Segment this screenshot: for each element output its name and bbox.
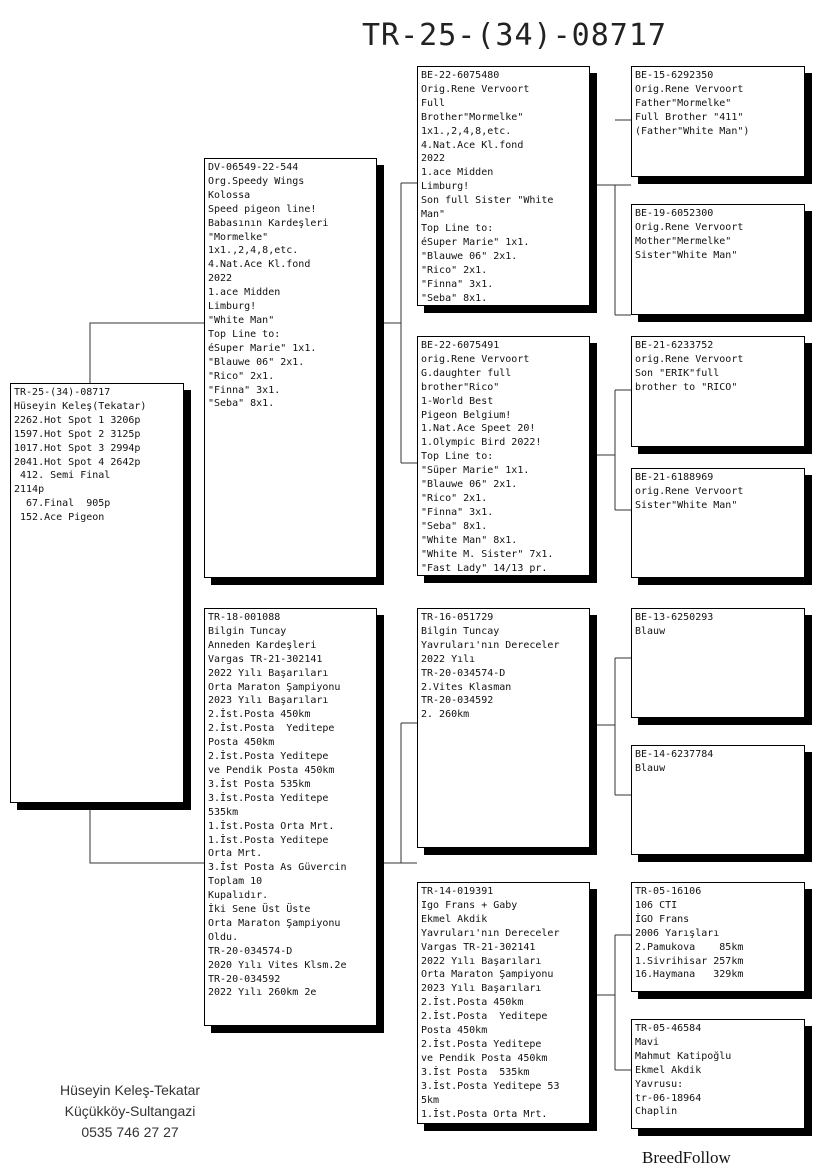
connector-ss-parents xyxy=(590,120,631,315)
info-line: Posta 450km xyxy=(208,737,275,749)
info-line: Top Line to: xyxy=(421,451,494,463)
info-line: 2022 xyxy=(208,273,233,285)
ring-number: BE-21-6188969 xyxy=(635,472,714,483)
pedigree-box-dam-dam xyxy=(417,882,590,1124)
ring-number: BE-21-6233752 xyxy=(635,340,714,351)
info-line: Kolossa xyxy=(208,189,251,201)
info-line: "White Man" xyxy=(208,314,275,326)
ring-number: BE-22-6075491 xyxy=(421,340,500,351)
info-line: 2.İst.Posta 450km xyxy=(421,997,524,1009)
info-line: Kupalıdır. xyxy=(208,890,269,902)
info-line: 1x1.,2,4,8,etc. xyxy=(421,125,512,137)
breeder-location: Küçükköy-Sultangazi xyxy=(64,1103,196,1119)
info-line: 2.İst.Posta Yeditepe xyxy=(421,1038,542,1050)
info-line: 3.İst.Posta Yeditepe xyxy=(208,792,329,804)
info-line: G.daughter full xyxy=(421,367,512,379)
info-line: "Rico" 2x1. xyxy=(421,264,488,276)
info-line: Vargas TR-21-302141 xyxy=(421,941,536,953)
info-line: tr-06-18964 xyxy=(635,1092,702,1104)
info-line: Igo Frans + Gaby xyxy=(421,899,518,911)
info-line: (Father"White Man") xyxy=(635,125,750,137)
info-line: Org.Speedy Wings xyxy=(208,175,305,187)
info-line: 1.İst.Posta Orta Mrt. xyxy=(421,1108,548,1120)
info-line: Hüseyin Keleş(Tekatar) xyxy=(14,400,147,412)
info-line: Orta Maraton Şampiyonu xyxy=(421,969,554,981)
info-line: 2020 Yılı Vites Klsm.2e xyxy=(208,959,347,971)
ring-number: DV-06549-22-544 xyxy=(208,162,299,173)
info-line: 106 CTI xyxy=(635,899,678,911)
info-line: "White M. Sister" 7x1. xyxy=(421,548,554,560)
info-line: Ekmel Akdik xyxy=(421,913,488,925)
info-line: Vargas TR-21-302141 xyxy=(208,653,323,665)
info-line: 2022 Yılı xyxy=(421,653,476,665)
info-line: Top Line to: xyxy=(208,328,281,340)
info-line: 1.İst.Posta Yeditepe xyxy=(208,834,329,846)
info-line: 2.İst.Posta Yeditepe xyxy=(421,1011,548,1023)
info-line: Limburg! xyxy=(208,301,257,313)
pedigree-title: TR-25-(34)-08717 xyxy=(362,18,667,53)
info-line: "Fast Lady" 14/13 pr. xyxy=(421,562,548,574)
connector-ds-parents xyxy=(590,658,631,795)
ring-number: BE-19-6052300 xyxy=(635,208,714,219)
info-line: "Mormelke" xyxy=(208,231,269,243)
pedigree-box-gen3-7 xyxy=(631,882,805,992)
info-line: 4.Nat.Ace Kl.fond xyxy=(208,259,311,271)
ring-number: BE-14-6237784 xyxy=(635,749,714,760)
breeder-contact xyxy=(30,1080,230,1143)
pedigree-box-gen3-8 xyxy=(631,1019,805,1129)
info-line: TR-20-034592 xyxy=(421,695,494,707)
pedigree-box-dam-sire xyxy=(417,608,590,848)
info-line: éSuper Marie" 1x1. xyxy=(208,342,317,354)
ring-number: BE-15-6292350 xyxy=(635,70,714,81)
info-line: 1x1.,2,4,8,etc. xyxy=(208,245,299,257)
info-line: Mother"Mermelke" xyxy=(635,235,732,247)
ring-number: BE-13-6250293 xyxy=(635,612,714,623)
info-line: Limburg! xyxy=(421,181,470,193)
info-line: 2114p xyxy=(14,484,45,496)
info-line: Chaplin xyxy=(635,1106,678,1118)
info-line: 2006 Yarışları xyxy=(635,927,720,939)
info-line: 2.İst.Posta Yeditepe xyxy=(208,751,329,763)
info-line: 3.İst Posta 535km xyxy=(208,778,311,790)
info-line: "Rico" 2x1. xyxy=(421,492,488,504)
info-line: 3.İst Posta 535km xyxy=(421,1066,530,1078)
pedigree-box-gen3-3 xyxy=(631,336,805,447)
breeder-phone: 0535 746 27 27 xyxy=(81,1124,179,1140)
info-line: ve Pendik Posta 450km xyxy=(421,1052,548,1064)
info-line: Orig.Rene Vervoort xyxy=(635,83,744,95)
info-line: Top Line to: xyxy=(421,222,494,234)
pedigree-box-gen3-4 xyxy=(631,468,805,578)
info-line: orig.Rene Vervoort xyxy=(635,353,744,365)
info-line: 2023 Yılı Başarıları xyxy=(421,983,542,995)
pedigree-box-gen3-2 xyxy=(631,204,805,315)
pedigree-box-sire-dam xyxy=(417,336,590,576)
info-line: Posta 450km xyxy=(421,1025,488,1037)
info-line: "Süper Marie" 1x1. xyxy=(421,465,530,477)
info-line: Yavrusu: xyxy=(635,1078,684,1090)
info-line: 535km xyxy=(208,806,239,818)
info-line: Orta Maraton Şampiyonu xyxy=(208,917,341,929)
info-line: 1.ace Midden xyxy=(208,287,281,299)
info-line: Ekmel Akdik xyxy=(635,1064,702,1076)
info-line: 3.İst Posta As Güvercin xyxy=(208,862,347,874)
info-line: 2022 Yılı Başarıları xyxy=(421,955,542,967)
ring-number: TR-25-(34)-08717 xyxy=(14,387,111,398)
info-line: "Seba" 8x1. xyxy=(421,520,488,532)
info-line: Full Brother "411" xyxy=(635,111,744,123)
info-line: "Blauwe 06" 2x1. xyxy=(208,356,305,368)
info-line: 1.Olympic Bird 2022! xyxy=(421,437,542,449)
info-line: Oldu. xyxy=(208,931,239,943)
info-line: 3.İst.Posta Yeditepe 53 xyxy=(421,1080,560,1092)
info-line: "Blauwe 06" 2x1. xyxy=(421,250,518,262)
info-line: 1.Sivrihisar 257km xyxy=(635,955,744,967)
info-line: brother"Rico" xyxy=(421,381,500,393)
info-line: 412. Semi Final xyxy=(14,470,111,482)
info-line: 2.İst.Posta 450km xyxy=(208,709,311,721)
info-line: 2.İst.Posta Yeditepe xyxy=(208,723,335,735)
ring-number: TR-05-16106 xyxy=(635,886,702,897)
info-line: 2023 Yılı Başarıları xyxy=(208,695,329,707)
info-line: İki Sene Üst Üste xyxy=(208,904,311,916)
info-line: 2.Pamukova 85km xyxy=(635,941,744,953)
info-line: "Seba" 8x1. xyxy=(421,292,488,304)
pedigree-box-subject xyxy=(10,383,184,803)
info-line: éSuper Marie" 1x1. xyxy=(421,236,530,248)
info-line: 1017.Hot Spot 3 2994p xyxy=(14,442,141,454)
info-line: İGO Frans xyxy=(635,913,690,925)
pedigree-box-dam xyxy=(204,608,377,1026)
info-line: orig.Rene Vervoort xyxy=(421,353,530,365)
info-line: 2262.Hot Spot 1 3206p xyxy=(14,414,141,426)
info-line: Sister"White Man" xyxy=(635,499,738,511)
connector-dam-parents xyxy=(377,723,417,863)
info-line: Father"Mormelke" xyxy=(635,97,732,109)
info-line: "Finna" 3x1. xyxy=(208,384,281,396)
info-line: Bilgin Tuncay xyxy=(421,625,500,637)
pedigree-box-sire-sire xyxy=(417,66,590,306)
info-line: ve Pendik Posta 450km xyxy=(208,764,335,776)
info-line: "Seba" 8x1. xyxy=(208,398,275,410)
pedigree-box-gen3-5 xyxy=(631,608,805,718)
info-line: "Finna" 3x1. xyxy=(421,278,494,290)
info-line: Son "ERIK"full xyxy=(635,367,720,379)
pedigree-box-gen3-6 xyxy=(631,745,805,855)
connector-dd-parents xyxy=(590,935,631,1070)
breeder-name: Hüseyin Keleş-Tekatar xyxy=(59,1082,201,1098)
info-line: 2022 Yılı 260km 2e xyxy=(208,987,317,999)
info-line: Babasının Kardeşleri xyxy=(208,217,329,229)
info-line: 67.Final 905p xyxy=(14,498,111,510)
info-line: TR-20-034574-D xyxy=(421,667,506,679)
pedigree-box-sire xyxy=(204,158,377,578)
ring-number: TR-18-001088 xyxy=(208,612,281,623)
pedigree-box-gen3-1 xyxy=(631,66,805,177)
info-line: 152.Ace Pigeon xyxy=(14,512,105,524)
info-line: Speed pigeon line! xyxy=(208,203,317,215)
info-line: 16.Haymana 329km xyxy=(635,969,744,981)
info-line: 2022 xyxy=(421,153,446,165)
info-line: "Rico" 2x1. xyxy=(208,370,275,382)
brand-watermark: BreedFollow xyxy=(642,1148,731,1167)
info-line: 2.Vites Klasman xyxy=(421,681,512,693)
info-line: Yavruları'nın Dereceler xyxy=(421,927,560,939)
info-line: Brother"Mormelke" xyxy=(421,111,524,123)
info-line: 1.İst.Posta Orta Mrt. xyxy=(208,820,335,832)
info-line: "Finna" 3x1. xyxy=(421,506,494,518)
info-line: Man" xyxy=(421,209,446,221)
info-line: 5km xyxy=(421,1094,440,1106)
info-line: 1.ace Midden xyxy=(421,167,494,179)
info-line: TR-20-034592 xyxy=(208,973,281,985)
info-line: Pigeon Belgium! xyxy=(421,409,512,421)
info-line: "Blauwe 06" 2x1. xyxy=(421,479,518,491)
info-line: Son full Sister "White xyxy=(421,195,554,207)
info-line: Mahmut Katipoğlu xyxy=(635,1050,732,1062)
connector-sire-parents xyxy=(377,183,417,463)
info-line: 1597.Hot Spot 2 3125p xyxy=(14,428,141,440)
info-line: TR-20-034574-D xyxy=(208,945,293,957)
info-line: Orig.Rene Vervoort xyxy=(421,83,530,95)
info-line: 2. 260km xyxy=(421,709,470,721)
info-line: Anneden Kardeşleri xyxy=(208,639,317,651)
info-line: 1-World Best xyxy=(421,395,494,407)
info-line: Orig.Rene Vervoort xyxy=(635,221,744,233)
info-line: Sister"White Man" xyxy=(635,249,738,261)
info-line: Orta Mrt. xyxy=(208,848,263,860)
info-line: Toplam 10 xyxy=(208,876,263,888)
info-line: Blauw xyxy=(635,625,666,637)
info-line: 2041.Hot Spot 4 2642p xyxy=(14,456,141,468)
ring-number: TR-05-46584 xyxy=(635,1023,702,1034)
connector-sd-parents xyxy=(590,390,631,510)
info-line: "White Man" 8x1. xyxy=(421,534,518,546)
info-line: Orta Maraton Şampiyonu xyxy=(208,681,341,693)
info-line: 4.Nat.Ace Kl.fond xyxy=(421,139,524,151)
ring-number: TR-16-051729 xyxy=(421,612,494,623)
info-line: Yavruları'nın Dereceler xyxy=(421,639,560,651)
info-line: orig.Rene Vervoort xyxy=(635,485,744,497)
info-line: 2022 Yılı Başarıları xyxy=(208,667,329,679)
info-line: 1.Nat.Ace Speet 20! xyxy=(421,423,536,435)
ring-number: TR-14-019391 xyxy=(421,886,494,897)
ring-number: BE-22-6075480 xyxy=(421,70,500,81)
info-line: brother to "RICO" xyxy=(635,381,738,393)
info-line: Mavi xyxy=(635,1036,660,1048)
info-line: Blauw xyxy=(635,762,666,774)
info-line: Bilgin Tuncay xyxy=(208,625,287,637)
info-line: Full xyxy=(421,97,446,109)
